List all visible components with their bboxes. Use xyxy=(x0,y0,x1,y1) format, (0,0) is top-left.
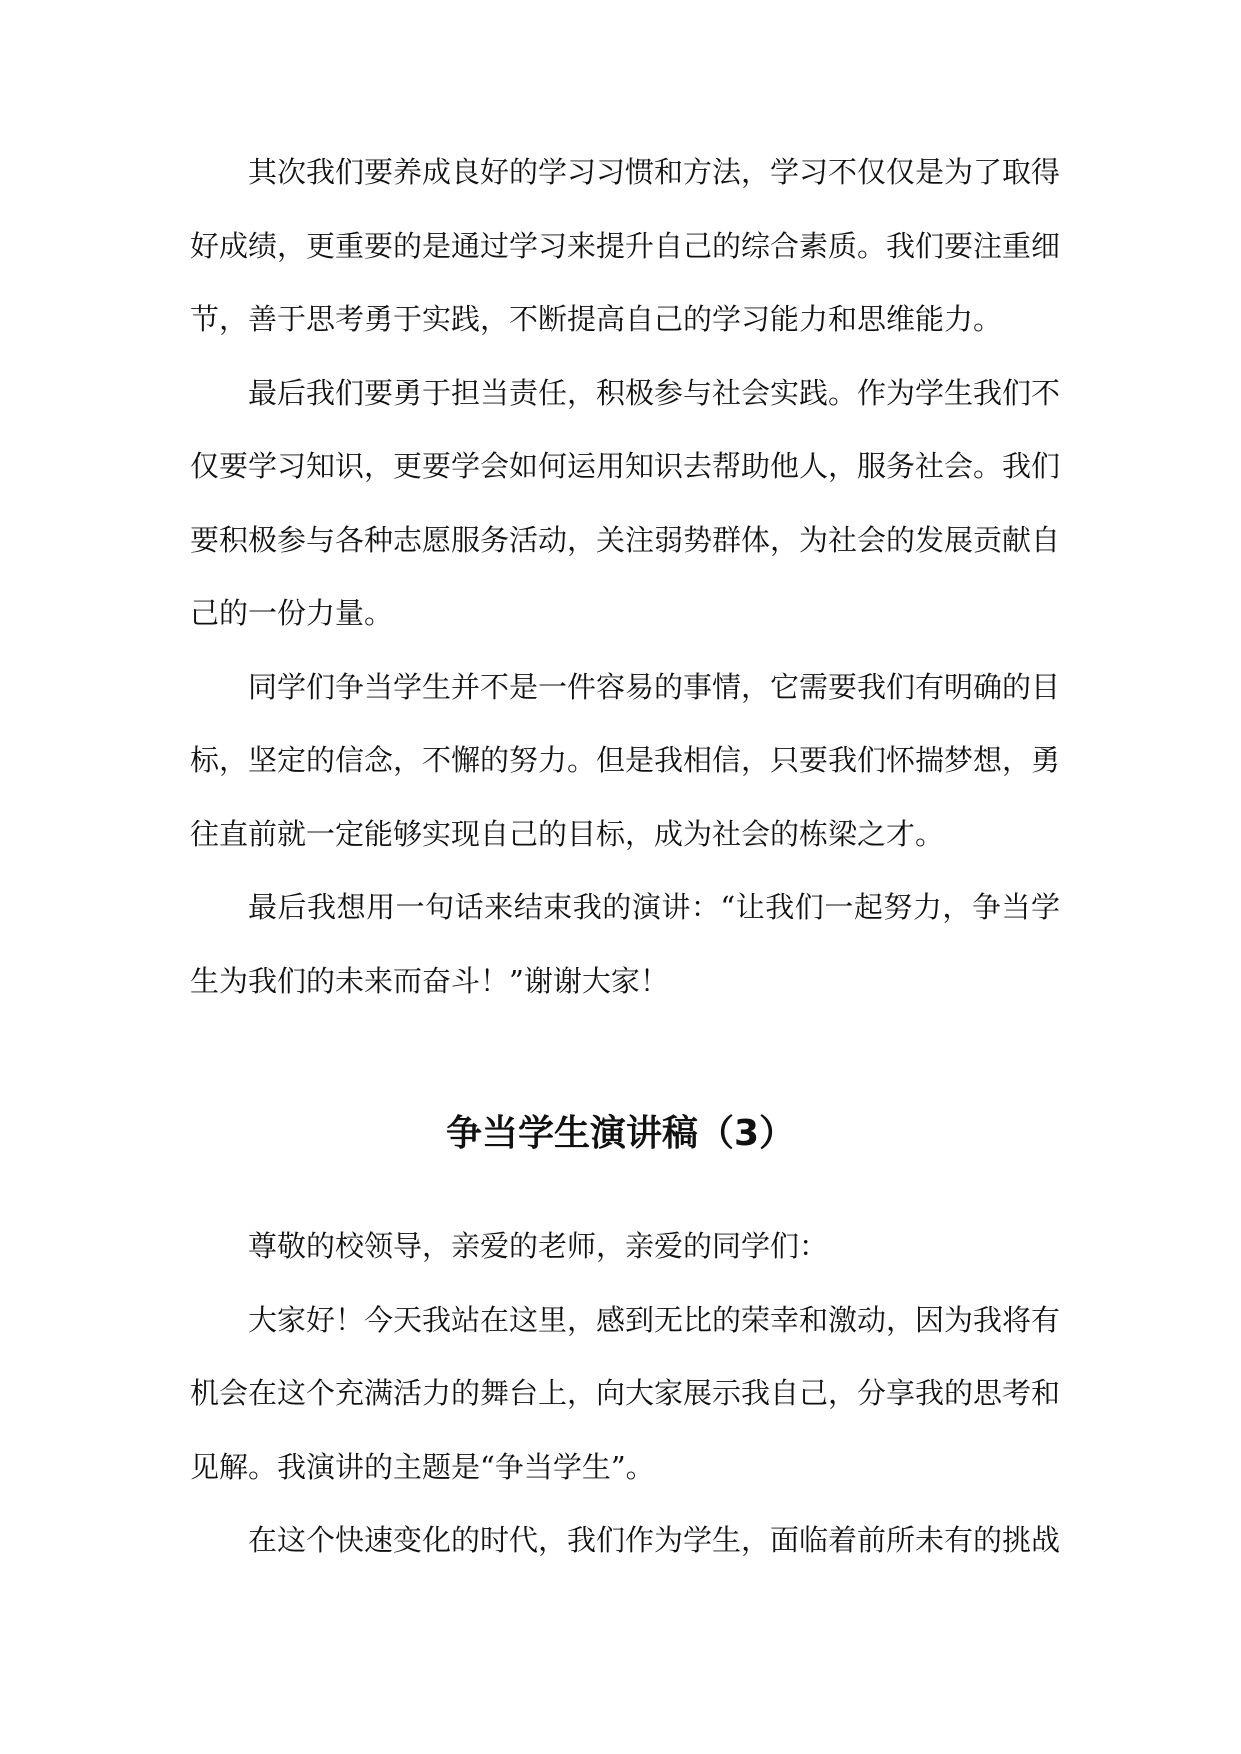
paragraph-greeting: 大家好！今天我站在这里，感到无比的荣幸和激动，因为我将有机会在这个充满活力的舞台上，向大家展示我自己，分享我的思考和见解。我演讲的主题是“争当学生”。 xyxy=(190,1302,1061,1484)
paragraph-study-habits: 其次我们要养成良好的学习习惯和方法，学习不仅仅是为了取得好成绩，更重要的是通过学习来提升自己的综合素质。我们要注重细节，善于思考勇于实践，不断提高自己的学习能力和思维能力。 xyxy=(190,155,1061,336)
paragraph-salutation: 尊敬的校领导，亲爱的老师，亲爱的同学们： xyxy=(248,1229,829,1263)
body-section-bottom xyxy=(190,1210,1060,1578)
section-heading: 争当学生演讲稿（3） xyxy=(445,1113,796,1154)
paragraph-era-challenges: 在这个快速变化的时代，我们作为学生，面临着前所未有的挑战 xyxy=(248,1523,1061,1557)
paragraph-perseverance: 同学们争当学生并不是一件容易的事情，它需要我们有明确的目标，坚定的信念，不懈的努力。但是我相信，只要我们怀揣梦想，勇往直前就一定能够实现自己的目标，成为社会的栋梁之才。 xyxy=(190,669,1061,851)
paragraph-closing-remarks: 最后我想用一句话来结束我的演讲：“让我们一起努力，争当学生为我们的未来而奋斗！”谢谢大家！ xyxy=(190,890,1060,998)
body-section-top xyxy=(190,136,1060,1018)
paragraph-responsibility: 最后我们要勇于担当责任，积极参与社会实践。作为学生我们不仅要学习知识，更要学会如何运用知识去帮助他人，服务社会。我们要积极参与各种志愿服务活动，关注弱势群体，为社会的发展贡献自己的一份力量。 xyxy=(190,375,1061,630)
